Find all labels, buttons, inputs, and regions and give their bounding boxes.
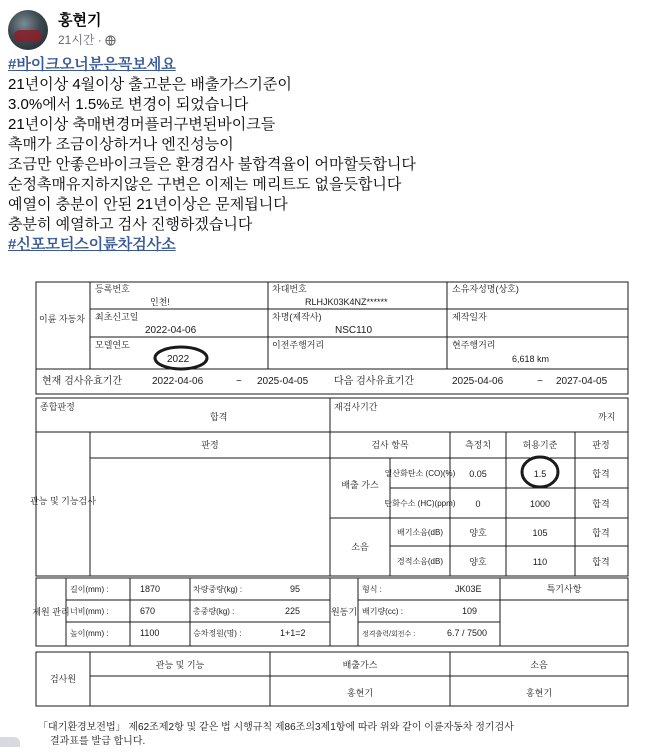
doc-label: 너비(mm) : [70, 607, 109, 616]
doc-label: 일산화탄소 (CO)(%) [384, 469, 456, 478]
doc-label: 현재 검사유효기간 [42, 376, 123, 387]
doc-label: 경적소음(dB) [396, 557, 444, 566]
globe-icon [105, 35, 116, 46]
doc-label: 등록번호 [95, 284, 130, 294]
doc-value: 1+1=2 [280, 628, 306, 638]
post-text-line: 21년이상 축매변경머플러구변된바이크들 [8, 116, 276, 133]
doc-label: 최초신고일 [95, 312, 139, 322]
doc-value: 670 [140, 606, 156, 616]
doc-value: RLHJK03K4NZ****** [305, 297, 388, 307]
doc-label: 차량중량(kg) : [193, 585, 243, 594]
post-body [8, 55, 660, 255]
doc-value: 109 [462, 606, 478, 616]
doc-value: 인천! [150, 297, 170, 307]
doc-value: JK03E [455, 584, 482, 594]
doc-value: 0.05 [469, 469, 487, 479]
doc-value: 1870 [140, 584, 161, 594]
doc-label: 검사원 [49, 674, 77, 684]
doc-value: 105 [532, 528, 548, 538]
doc-value: 2022-04-06 [152, 376, 204, 387]
doc-value: 225 [285, 606, 301, 616]
doc-value: 95 [290, 584, 301, 594]
doc-value: 양호 [469, 557, 487, 567]
post-text-line: 예열이 충분이 안된 21년이상은 문제됩니다 [8, 196, 288, 213]
doc-label: 소음 [351, 542, 369, 552]
doc-value: 2027-04-05 [556, 376, 608, 387]
doc-footer: 「대기환경보전법」 제62조제2항 및 같은 법 시행규칙 제86조의3제1항에 따라 위와 같이 이륜자동차 정기검사 [38, 722, 514, 733]
doc-label: 허용기준 [522, 440, 558, 450]
doc-label: 종합판정 [40, 402, 75, 412]
doc-label: 재검사기간 [334, 402, 378, 412]
avatar[interactable] [8, 10, 48, 50]
inspection-certificate [0, 272, 668, 747]
doc-value: 홍현기 [346, 688, 374, 698]
doc-value: 0 [475, 499, 481, 509]
doc-label: 승차정원(명) : [193, 629, 242, 638]
post-text-line: 21년이상 4월이상 출고분은 배출가스기준이 [8, 76, 292, 93]
doc-label: 관능 및 기능검사 [30, 496, 96, 506]
post-time[interactable]: 21시간 · [58, 33, 102, 47]
doc-label: 측정치 [464, 440, 492, 450]
doc-label: 배출가스 [342, 660, 378, 670]
doc-value: 합격 [592, 528, 610, 538]
doc-label: 판정 [201, 440, 219, 450]
doc-label: 다음 검사유효기간 [334, 376, 415, 387]
doc-label: 길이(mm) : [70, 585, 109, 594]
post-meta [58, 32, 116, 48]
doc-label: 차명(제작사) [272, 312, 322, 322]
doc-label: 정격출력/회전수 : [362, 631, 416, 638]
doc-value: 1000 [529, 499, 551, 509]
doc-label: 차대번호 [272, 284, 307, 294]
doc-label: 특기사항 [546, 584, 582, 594]
doc-label: 관능 및 기능 [155, 660, 205, 670]
overlay-chip [0, 737, 20, 747]
doc-label: 배출 가스 [341, 480, 379, 490]
doc-value: NSC110 [335, 325, 373, 336]
doc-label: 배기소음(dB) [396, 528, 444, 537]
post-text-line: 조금만 안좋은바이크들은 환경검사 불합격율이 어마할듯합니다 [8, 156, 416, 173]
author-name[interactable]: 홍현기 [58, 12, 102, 29]
doc-value: 합격 [592, 557, 610, 567]
doc-value: 1100 [140, 628, 160, 638]
doc-label: 이전주행거리 [272, 340, 325, 350]
hashtag-link[interactable]: #신포모터스이륜차검사소 [8, 236, 176, 253]
doc-label: 제원 관리 [32, 607, 70, 617]
doc-value: 합격 [592, 469, 610, 479]
doc-value: 양호 [469, 528, 487, 538]
post-text-line: 순정촉매유지하지않은 구변은 이제는 메리트도 없을듯합니다 [8, 176, 402, 193]
doc-label: 형식 : [362, 585, 382, 594]
doc-value: 2022 [167, 354, 190, 365]
doc-label: 배기량(cc) : [362, 607, 403, 616]
doc-value: 2025-04-06 [452, 376, 504, 387]
doc-label: 소유자성명(상호) [452, 284, 519, 294]
doc-value: 1.5 [533, 469, 547, 479]
doc-label: 현주행거리 [452, 340, 496, 350]
doc-label: 제작일자 [452, 312, 487, 322]
doc-label: 검사 항목 [371, 440, 409, 450]
doc-value: 합격 [210, 412, 228, 422]
post-text-line: 충분히 예열하고 검사 진행하겠습니다 [8, 216, 253, 233]
hashtag-link[interactable]: #바이크오너분은꼭보세요 [8, 56, 176, 73]
doc-label: 탄화수소 (HC)(ppm) [384, 499, 456, 508]
doc-label: 높이(mm) : [70, 629, 109, 638]
doc-label: 총중량(kg) : [193, 607, 235, 616]
doc-value: 홍현기 [525, 688, 553, 698]
doc-label: 소음 [530, 660, 548, 670]
doc-value: 6,618 km [512, 354, 550, 364]
doc-value: 2022-04-06 [145, 325, 197, 336]
doc-value: 6.7 / 7500 [447, 628, 488, 638]
doc-value: 110 [532, 557, 548, 567]
doc-label: 원동기 [330, 607, 358, 617]
post-photo[interactable] [0, 272, 668, 747]
post-text-line: 촉매가 조금이상하거나 엔진성능이 [8, 136, 234, 153]
post-text-line: 3.0%에서 1.5%로 변경이 되었습니다 [8, 96, 249, 113]
doc-value: 합격 [592, 499, 610, 509]
doc-footer: 결과표를 발급 합니다. [50, 736, 146, 747]
doc-value: 2025-04-05 [257, 376, 309, 387]
post-header [8, 8, 116, 52]
doc-label: 모델연도 [95, 340, 130, 350]
doc-label: 판정 [592, 440, 610, 450]
doc-label: 이륜 자동차 [39, 314, 85, 324]
doc-label: 까지 [598, 412, 616, 422]
doc-value: ~ [236, 376, 242, 387]
doc-value: ~ [537, 376, 543, 387]
